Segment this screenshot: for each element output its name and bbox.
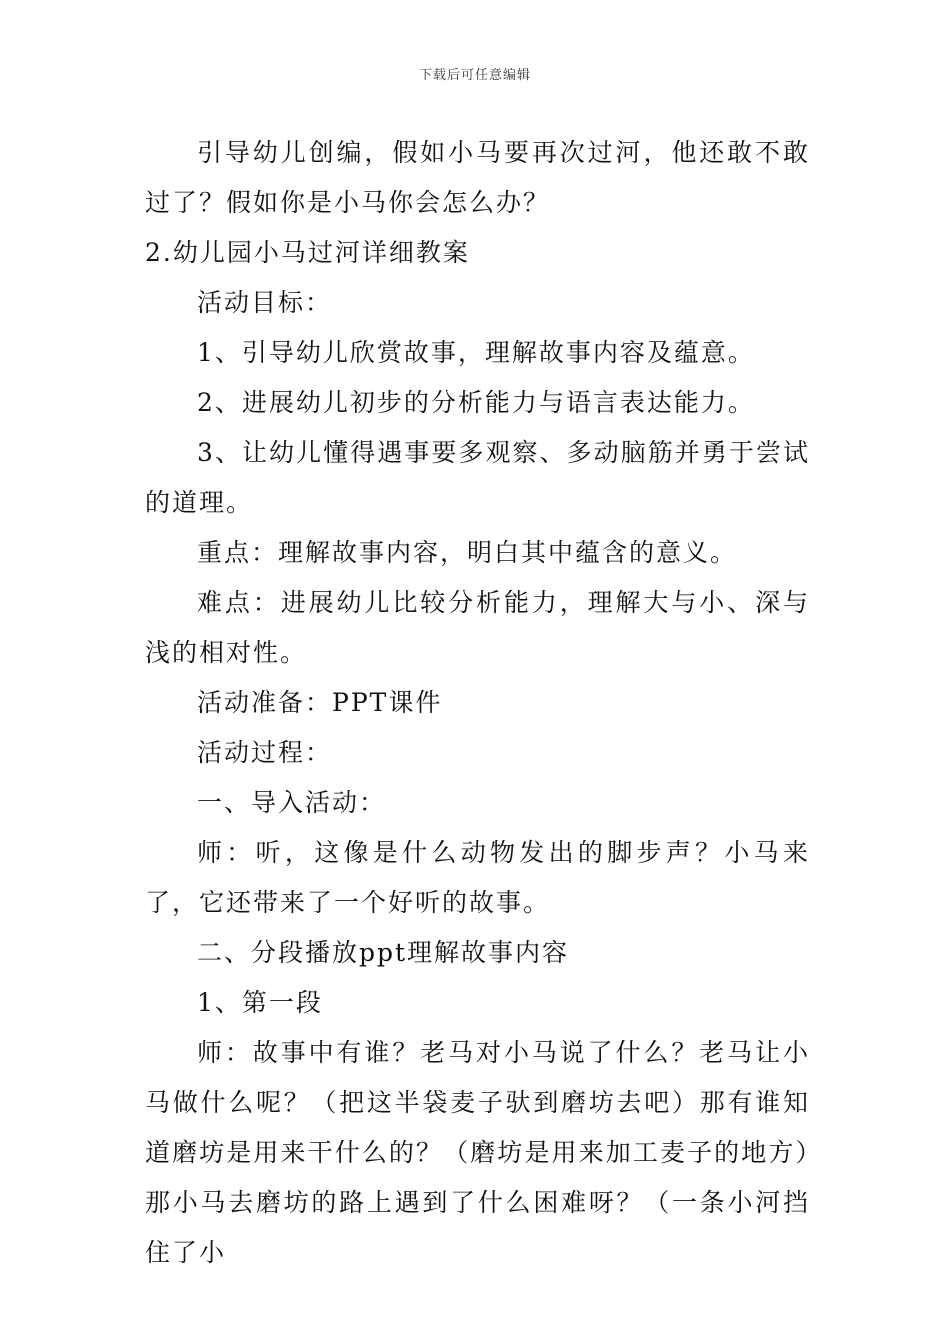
paragraph-teacher-questions: 师：故事中有谁？老马对小马说了什么？老马让小马做什么呢？（把这半袋麦子驮到磨坊去吧）那有谁知道磨坊是用来干什么的？（磨坊是用来加工麦子的地方）那小马去磨坊的路上遇到了什么困难呀？（一条小河挡住了小 (145, 1038, 810, 1267)
paragraph-step-one-title: 一、导入活动： (197, 788, 387, 817)
section-heading: 2.幼儿园小马过河详细教案 (145, 238, 470, 267)
page-header: 下载后可任意编辑 (418, 68, 531, 83)
document-body (145, 128, 810, 1278)
paragraph-part-one-title: 1、第一段 (197, 988, 323, 1017)
paragraph-teacher-intro: 师：听，这像是什么动物发出的脚步声？小马来了，它还带来了一个好听的故事。 (145, 838, 810, 917)
paragraph-goal-3: 3、让幼儿懂得遇事要多观察、多动脑筋并勇于尝试的道理。 (145, 438, 810, 517)
paragraph-activity-goals-label: 活动目标： (197, 288, 333, 317)
paragraph-key-point: 重点：理解故事内容，明白其中蕴含的意义。 (197, 538, 738, 567)
paragraph-creative-retelling: 引导幼儿创编，假如小马要再次过河，他还敢不敢过了？假如你是小马你会怎么办？ (145, 138, 810, 217)
paragraph-difficulty: 难点：进展幼儿比较分析能力，理解大与小、深与浅的相对性。 (145, 588, 810, 667)
paragraph-goal-2: 2、进展幼儿初步的分析能力与语言表达能力。 (197, 388, 755, 417)
paragraph-step-two-title: 二、分段播放ppt理解故事内容 (197, 938, 570, 967)
paragraph-preparation: 活动准备：PPT课件 (197, 688, 443, 717)
paragraph-process-label: 活动过程： (197, 738, 333, 767)
paragraph-goal-1: 1、引导幼儿欣赏故事，理解故事内容及蕴意。 (197, 338, 755, 367)
